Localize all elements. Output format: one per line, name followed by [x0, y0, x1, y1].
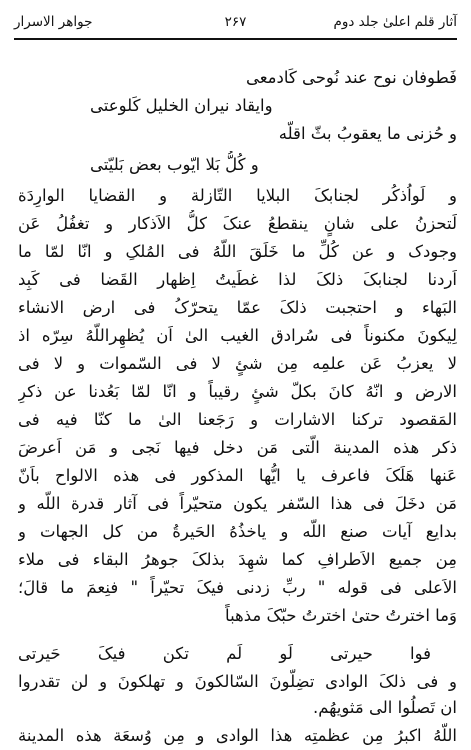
verse-line: وایقاد نیران الخلیل کَلوعتی — [90, 96, 273, 115]
text-line: و فی ذلکَ الوادی تضِلّونَ السّالکونَ و تهلکونَ و لن تقدروا — [18, 672, 457, 691]
section-title: جواهر الاسرار — [14, 14, 93, 30]
book-title: آثار قلم اعلیٰ جلد دوم — [333, 14, 457, 30]
text-line: عَنها هَلَکَ فاعرف یا ایُّها المذکور فی هذه الالواح باَنّ — [18, 466, 457, 485]
verse-line: فوا حیرتی لَو لَم تکن فیکَ حَیرتی — [18, 644, 431, 663]
text-line: المَقصود ترکنا الاشارات و رَجَعنا الیٰ ما کنّا فیه فی — [18, 410, 457, 429]
verse-line: وَما اخترتُ حتیٰ اخترتُ حبّکَ مذهباً — [225, 606, 457, 625]
verse-line: و کُلُّ بَلا ایّوب بعض بَلیّتی — [90, 155, 259, 174]
text-line: البَهاء و احتجبت ذلکَ عمّا یتحرّکُ فی ارض الانشاء — [18, 298, 457, 317]
text-line: لِیکونَ مکنوناً فی سُرادق الغیب الیٰ اَن یُظهِراللّهُ سِرّه اذ — [18, 326, 457, 345]
text-line: الارض و انّهُ کانَ بکلّ شئٍ رقیباً و انّا لمّا بَعُدنا عن ذکرِ — [18, 382, 457, 401]
page-number: ۲۶۷ — [224, 14, 247, 30]
text-line: الاَعلی فی قوله " ربِّ زدنی فیکَ تحیّراً " فنِعمَ ما قالَ؛ — [18, 578, 457, 597]
text-line: ذکر هذه المدینة الّتی مَن دخل فیها نَجی و مَن اَعرضَ — [18, 438, 457, 457]
text-line: مَن دخَلَ فی هذا السّفر یکون متحیّراً فی آثار قدرة اللّه و — [18, 494, 457, 513]
text-line: لَتحزنُ علی شانٍ ینقطعُ عنکَ کلُّ الاَذکار و تغفُلُ عَن — [18, 214, 457, 233]
text-line: بدایع آیات صنع اللّه و یاخذُهُ الحَیرةُ من کل الجهات و — [18, 522, 457, 541]
text-line: ان تَصلُوا الی مَثویهُم. — [312, 698, 457, 717]
text-line: و لَواُذکُر لجنابکَ البلایا التّازلة و القضایا الوارِدَة — [18, 186, 457, 205]
verse-line: فَطوفان نوح عند نُوحی کَادمعی — [245, 68, 457, 87]
verse-line: و حُزنی ما یعقوبُ بثّ اقلّه — [278, 124, 457, 143]
text-line: وجودک و عن کُلِّ ما خَلَقَ اللّهُ فی المُلکِ و انّا لمّا ما — [18, 242, 457, 261]
text-line: لا یعزبُ عَن علمِه مِن شئٍ لا فی السّموات و لا فی — [18, 354, 457, 373]
header-rule — [14, 38, 457, 40]
text-line: اللّهُ اکبرُ مِن عظمتِه هذا الوادی و مِن وُسعَة هذه المدینة — [18, 726, 457, 745]
text-line: اَردنا لجنابکَ ذلکَ لذا غطَیتُ اِظهار القَضا فی کَبِد — [18, 270, 457, 289]
text-line: مِن جمیع الاَطرافِ کما شهِدَ بذلکَ جوهرُ البقاء فی ملاء — [18, 550, 457, 569]
page-header — [14, 10, 457, 34]
